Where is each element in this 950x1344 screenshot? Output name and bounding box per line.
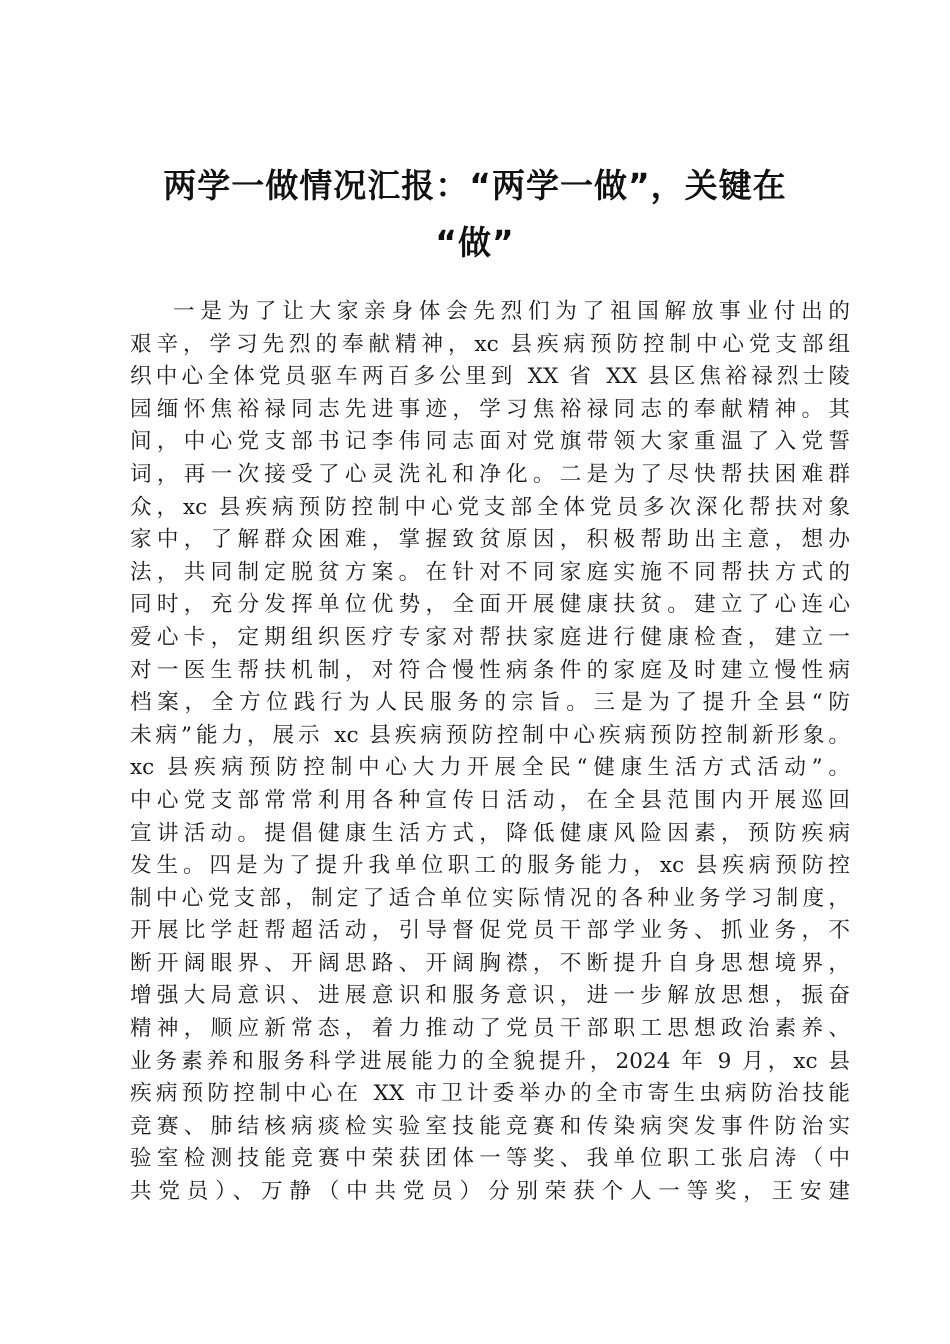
body-line: 园缅怀焦裕禄同志先进事迹，学习焦裕禄同志的奉献精神。其 bbox=[130, 396, 850, 422]
body-line: 共党员）、万静（中共党员）分别荣获个人一等奖，王安建 bbox=[130, 1179, 850, 1205]
document-title-line-2: “做” bbox=[435, 223, 515, 262]
body-line: 制中心党支部，制定了适合单位实际情况的各种业务学习制度， bbox=[130, 885, 850, 911]
body-line: 家中，了解群众困难，掌握致贫原因，积极帮助出主意，想办 bbox=[130, 527, 850, 553]
body-line: 词，再一次接受了心灵洗礼和净化。二是为了尽快帮扶困难群 bbox=[130, 461, 850, 487]
body-line: 精神，顺应新常态，着力推动了党员干部职工思想政治素养、 bbox=[130, 1016, 850, 1042]
body-line: 断开阔眼界、开阔思路、开阔胸襟，不断提升自身思想境界， bbox=[130, 950, 850, 976]
body-line: 法，共同制定脱贫方案。在针对不同家庭实施不同帮扶方式的 bbox=[130, 559, 850, 585]
body-line: 宣讲活动。提倡健康生活方式，降低健康风险因素，预防疾病 bbox=[130, 820, 850, 846]
body-line: 疾病预防控制中心在 XX 市卫计委举办的全市寄生虫病防治技能 bbox=[130, 1081, 850, 1107]
body-line: 开展比学赶帮超活动，引导督促党员干部学业务、抓业务，不 bbox=[130, 918, 850, 944]
body-line: 竞赛、肺结核病痰检实验室技能竞赛和传染病突发事件防治实 bbox=[130, 1113, 850, 1139]
body-line: 同时，充分发挥单位优势，全面开展健康扶贫。建立了心连心 bbox=[130, 592, 850, 618]
body-line: 织中心全体党员驱车两百多公里到 XX 省 XX 县区焦裕禄烈士陵 bbox=[130, 364, 850, 390]
body-line: 爱心卡，定期组织医疗专家对帮扶家庭进行健康检查，建立一 bbox=[130, 624, 850, 650]
document-body bbox=[130, 296, 850, 1209]
body-line: 中心党支部常常利用各种宣传日活动，在全县范围内开展巡回 bbox=[130, 787, 850, 813]
body-line: 未病”能力，展示 xc 县疾病预防控制中心疾病预防控制新形象。 bbox=[130, 722, 850, 748]
body-line: 验室检测技能竞赛中荣获团体一等奖、我单位职工张启涛（中 bbox=[130, 1146, 850, 1172]
body-line: xc 县疾病预防控制中心大力开展全民“健康生活方式活动”。 bbox=[130, 755, 850, 781]
body-line: 对一医生帮扶机制，对符合慢性病条件的家庭及时建立慢性病 bbox=[130, 657, 850, 683]
body-line: 业务素养和服务科学进展能力的全貌提升，2024 年 9 月，xc 县 bbox=[130, 1048, 850, 1074]
body-line: 一是为了让大家亲身体会先烈们为了祖国解放事业付出的 bbox=[173, 299, 850, 324]
document-title-line-1: 两学一做情况汇报：“两学一做”，关键在 bbox=[163, 166, 787, 205]
body-line: 艰辛，学习先烈的奉献精神，xc 县疾病预防控制中心党支部组 bbox=[130, 331, 850, 357]
body-line: 众，xc 县疾病预防控制中心党支部全体党员多次深化帮扶对象 bbox=[130, 494, 850, 520]
body-line: 档案，全方位践行为人民服务的宗旨。三是为了提升全县“防 bbox=[130, 690, 850, 716]
body-line: 间，中心党支部书记李伟同志面对党旗带领大家重温了入党誓 bbox=[130, 429, 850, 455]
body-line: 增强大局意识、进展意识和服务意识，进一步解放思想，振奋 bbox=[130, 983, 850, 1009]
body-line: 发生。四是为了提升我单位职工的服务能力，xc 县疾病预防控 bbox=[130, 853, 850, 879]
